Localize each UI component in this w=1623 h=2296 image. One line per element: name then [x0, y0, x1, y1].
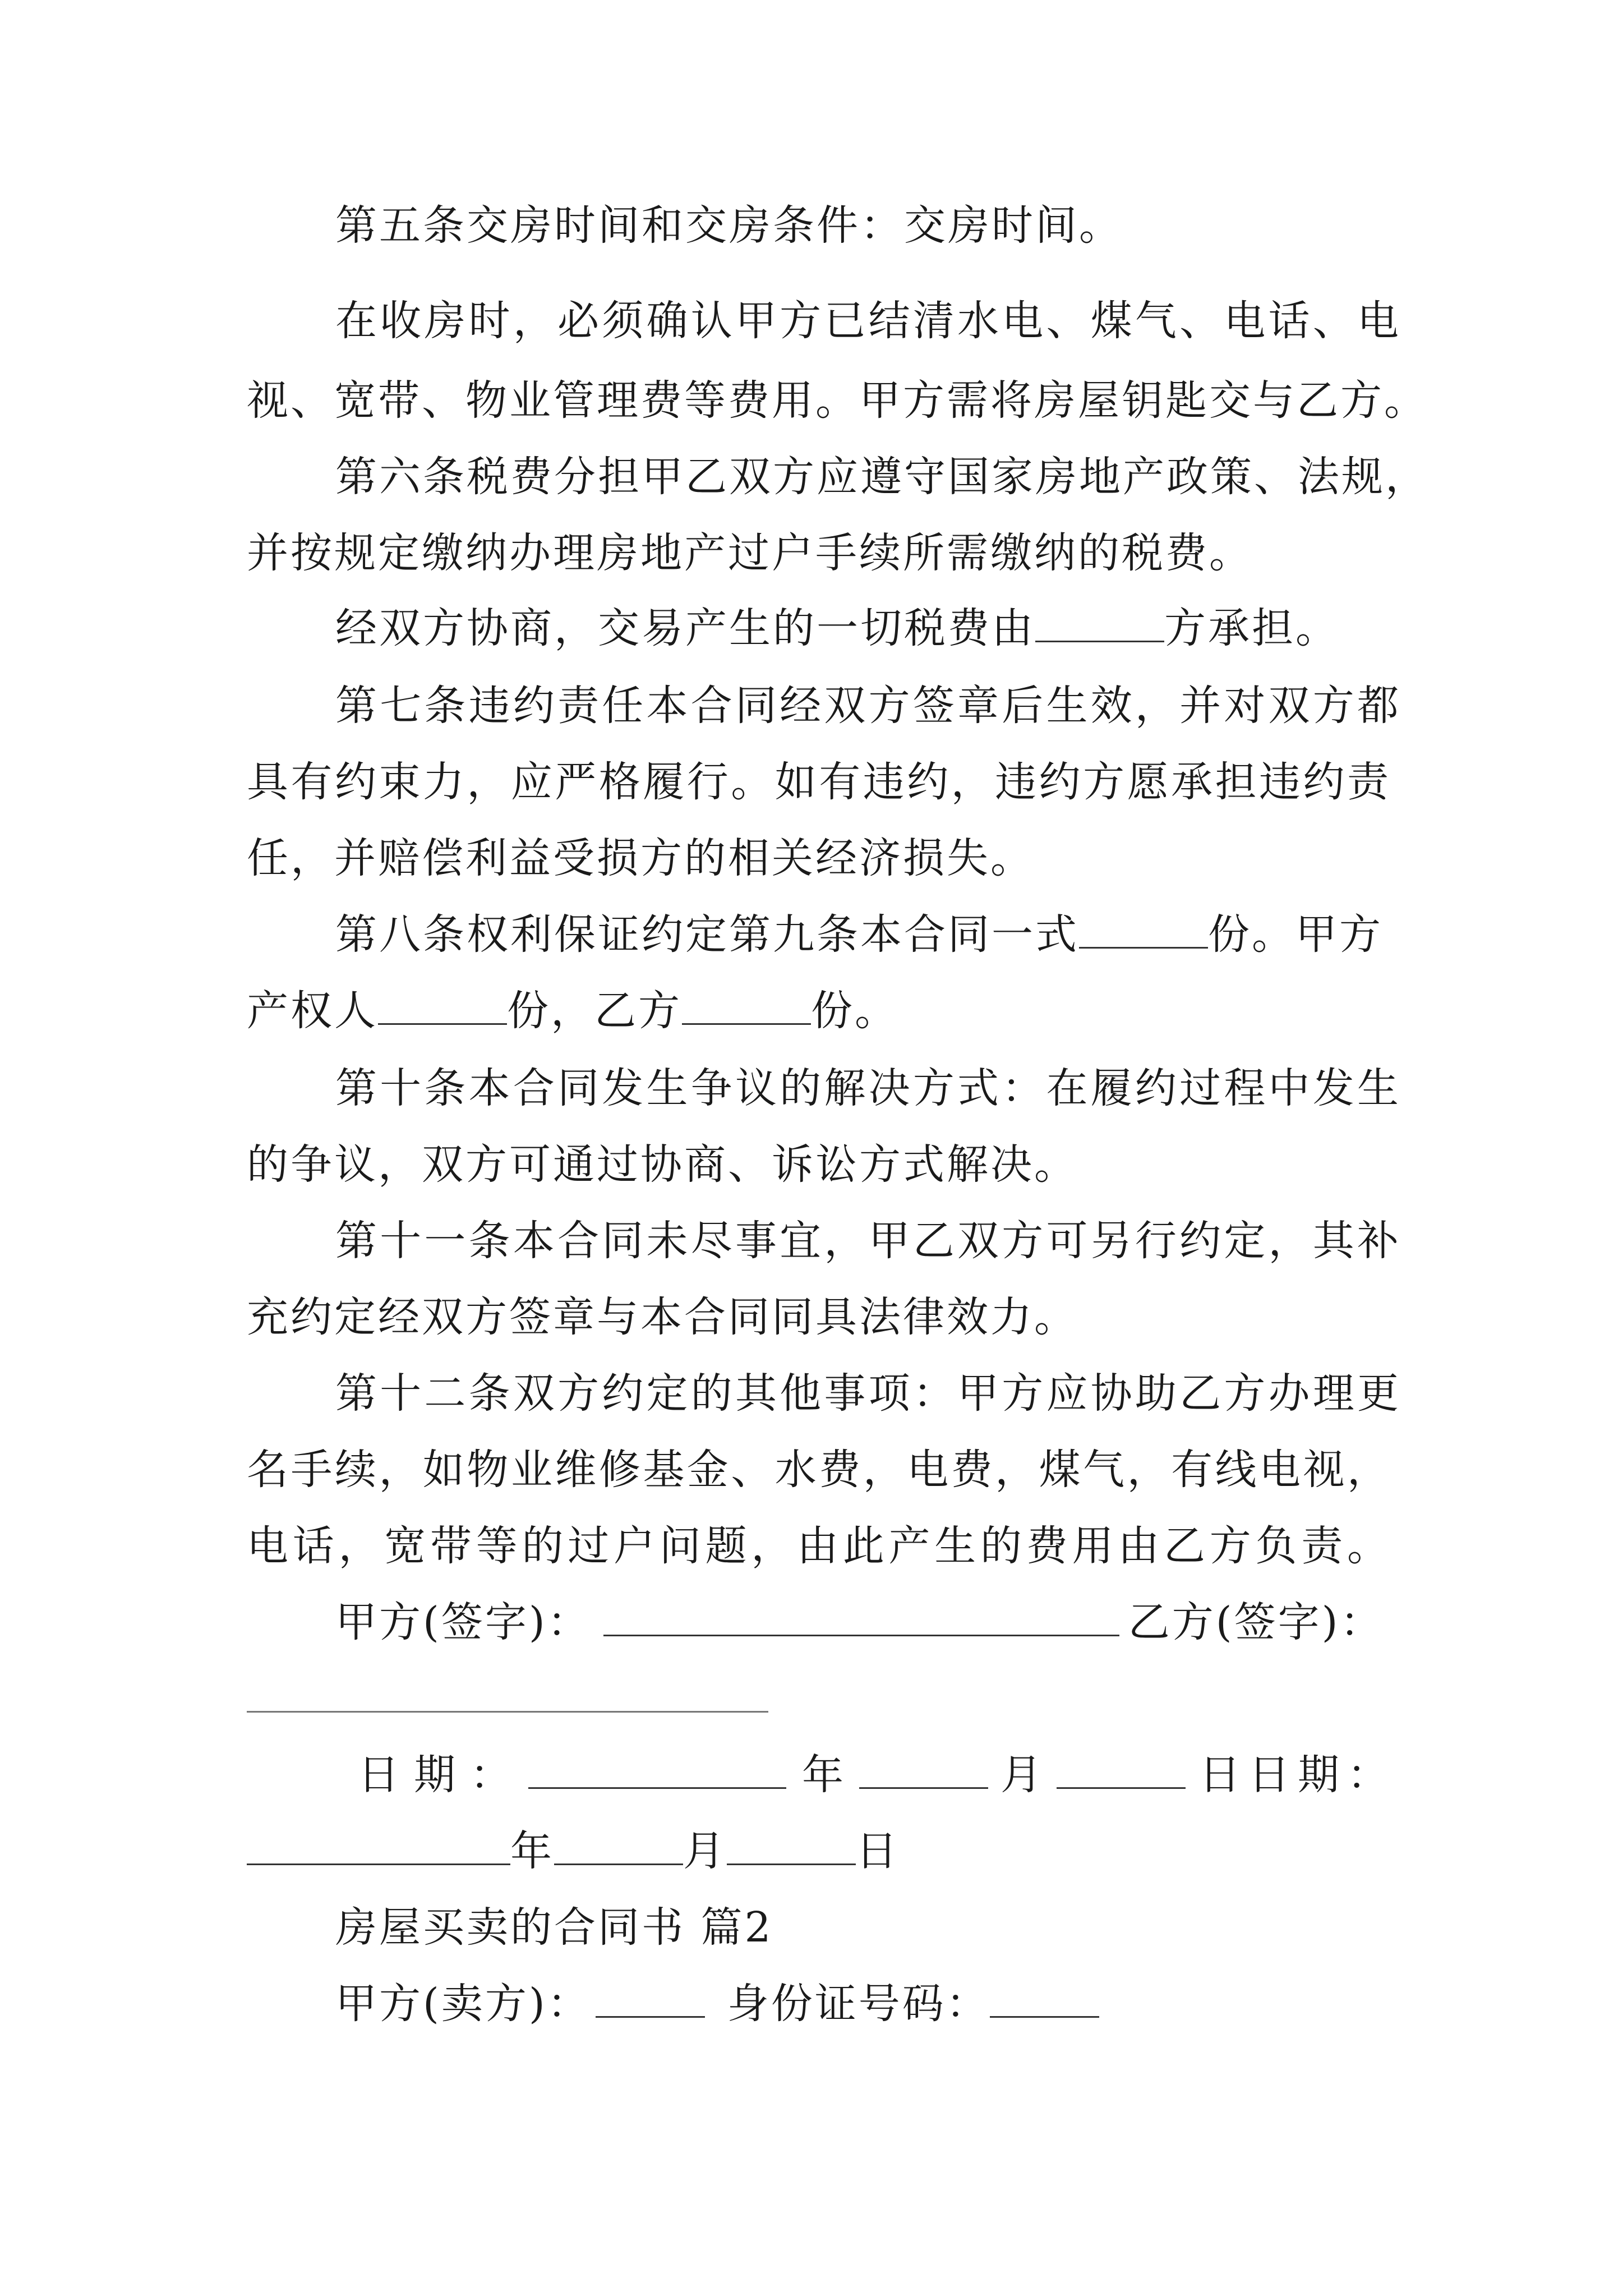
party-b-signature-field[interactable] — [247, 1676, 768, 1713]
day-date-label: 日日期： — [1199, 1751, 1396, 1799]
month-label: 月 — [683, 1827, 727, 1875]
paragraph-line: 充约定经双方签章与本合同同具法律效力。 — [247, 1293, 1078, 1341]
paragraph-line: 任，并赔偿利益受损方的相关经济损失。 — [247, 834, 1034, 882]
paragraph-line: 电话，宽带等的过户问题，由此产生的费用由乙方负责。 — [247, 1522, 1391, 1570]
paragraph-line: 第十一条本合同未尽事宜，甲乙双方可另行约定，其补 — [335, 1217, 1401, 1265]
month-field[interactable] — [554, 1829, 683, 1865]
text-segment: 产权人 — [247, 987, 378, 1035]
signature-line — [335, 1594, 1401, 1650]
party-a-signature-field[interactable] — [603, 1600, 1119, 1636]
id-number-field[interactable] — [990, 1981, 1099, 2018]
blank-field[interactable] — [1079, 912, 1208, 949]
section-heading: 房屋买卖的合同书 篇2 — [335, 1903, 773, 1952]
blank-field[interactable] — [682, 988, 811, 1025]
paragraph-line — [247, 983, 1391, 1039]
text-segment: 方承担。 — [1164, 604, 1339, 652]
paragraph-line: 在收房时，必须确认甲方已结清水电、煤气、电话、电 — [335, 297, 1401, 345]
id-number-label: 身份证号码： — [727, 1980, 990, 2028]
month-label: 月 — [1000, 1751, 1044, 1799]
text-segment: 份。 — [811, 987, 898, 1035]
party-a-signature-label: 甲方(签字)： — [335, 1598, 591, 1646]
year-label: 年 — [802, 1751, 846, 1799]
signature-continuation-line — [247, 1671, 1391, 1727]
party-info-line — [335, 1976, 1401, 2032]
year-field[interactable] — [247, 1829, 510, 1865]
date-continuation-line — [247, 1823, 1391, 1879]
day-field[interactable] — [727, 1829, 856, 1865]
paragraph-line: 的争议，双方可通过协商、诉讼方式解决。 — [247, 1140, 1078, 1189]
blank-field[interactable] — [1035, 606, 1164, 642]
day-field[interactable] — [1057, 1752, 1186, 1789]
paragraph-line: 第五条交房时间和交房条件：交房时间。 — [335, 201, 1123, 250]
month-field[interactable] — [859, 1752, 988, 1789]
party-a-label: 甲方(卖方)： — [335, 1980, 591, 2028]
paragraph-line: 视、宽带、物业管理费等费用。甲方需将房屋钥匙交与乙方。 — [247, 376, 1428, 425]
year-label: 年 — [510, 1827, 554, 1875]
text-segment: 经双方协商，交易产生的一切税费由 — [335, 604, 1035, 652]
paragraph-line: 第七条违约责任本合同经双方签章后生效，并对双方都 — [335, 682, 1401, 730]
paragraph-line: 第十二条双方约定的其他事项：甲方应协助乙方办理更 — [335, 1369, 1401, 1418]
date-line — [358, 1747, 1401, 1803]
day-label: 日 — [856, 1827, 900, 1875]
paragraph-line: 第十条本合同发生争议的解决方式：在履约过程中发生 — [335, 1064, 1401, 1112]
text-segment: 第八条权利保证约定第九条本合同一式 — [335, 910, 1079, 959]
paragraph-line: 具有约束力，应严格履行。如有违约，违约方愿承担违约责 — [247, 758, 1391, 806]
year-field[interactable] — [528, 1752, 786, 1789]
party-b-signature-label: 乙方(签字)： — [1128, 1598, 1384, 1646]
date-label: 日期： — [358, 1751, 526, 1799]
paragraph-line: 名手续，如物业维修基金、水费，电费，煤气，有线电视， — [247, 1446, 1391, 1494]
paragraph-line — [335, 600, 1401, 656]
paragraph-line: 并按规定缴纳办理房地产过户手续所需缴纳的税费。 — [247, 529, 1253, 577]
paragraph-line — [335, 907, 1401, 963]
paragraph-line: 第六条税费分担甲乙双方应遵守国家房地产政策、法规， — [335, 453, 1429, 501]
text-segment: 份，乙方 — [507, 987, 682, 1035]
text-segment: 份。甲方 — [1208, 910, 1383, 959]
party-a-field[interactable] — [596, 1981, 705, 2018]
blank-field[interactable] — [378, 988, 507, 1025]
